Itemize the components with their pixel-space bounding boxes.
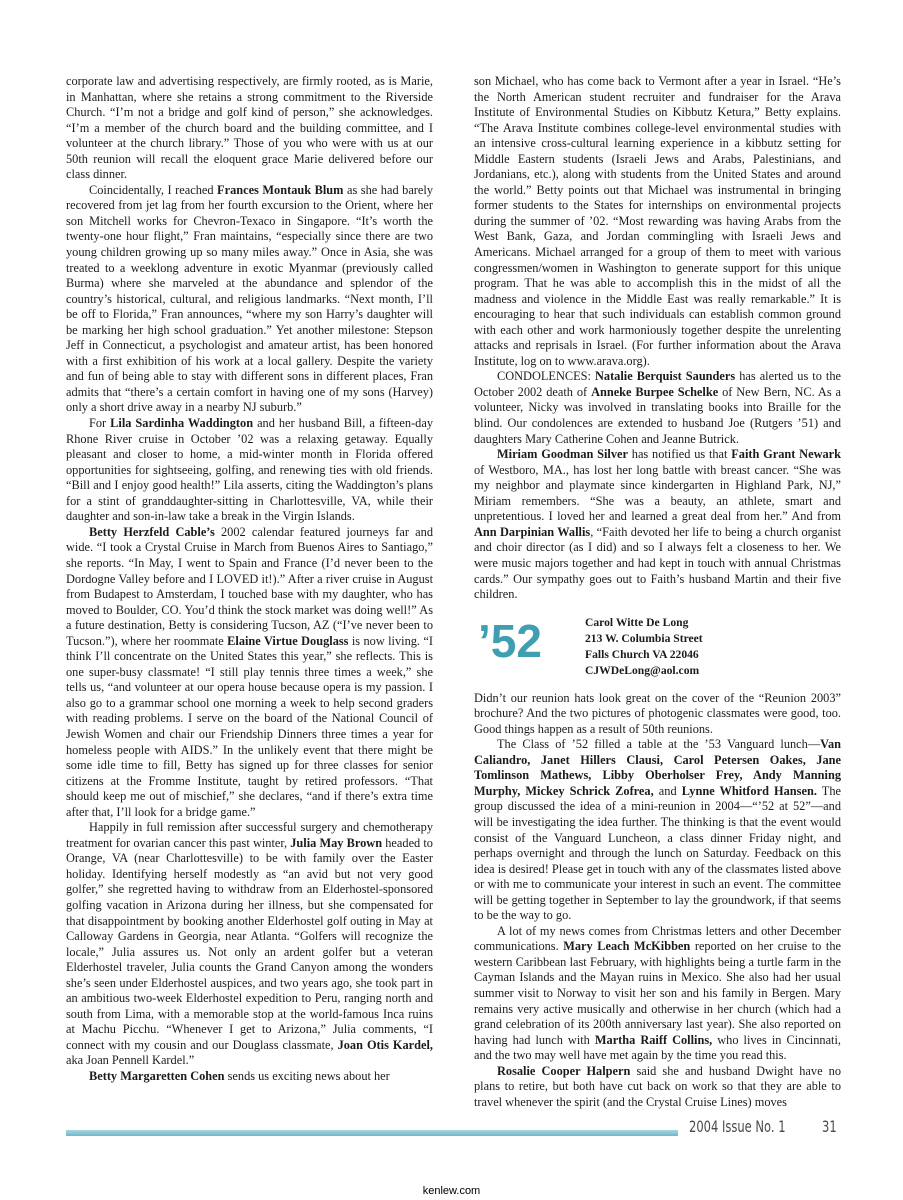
paragraph: Miriam Goodman Silver has notified us that Faith Grant Newark of Westboro, MA., has lost her long battle with breast cancer. “She was my neighbor and playmate since kindergarten in Highland Park, NJ,” Miriam remembers. “She was a beauty, an athlete, smart and unpretentious. I loved her and learned a great deal from her.” And from Ann Darpinian Wallis, “Faith devoted her life to being a church organist and choir director (as I did) and so I always felt a closeness to her. We were music majors together and had kept in touch with annual Christmas cards.” Our sympathy goes out to Faith’s husband Martin and their five children. [474,447,842,602]
page-number: 31 [822,1117,837,1136]
classmate-name: Betty Herzfeld Cable’s [89,524,215,539]
paragraph: Betty Margaretten Cohen sends us exciting news about her [89,1069,390,1083]
paragraph: The Class of ’52 filled a table at the ’53 Vanguard lunch—Van Caliandro, Janet Hillers Clausi, Carol Petersen Oakes, Jane Tomlinson Mathews, Libby Oberholser Frey, Andy Manning Murphy, Mickey Schrick Zofrea, and Lynne Whitford Hansen. The group discussed the idea of a mini-reunion in 2004—“’52 at 52”—and will be investigating the idea further. The thinking is that the event would consist of the Vanguard Luncheon, a class dinner Friday night, and perhaps overnight and through the lunch on Saturday. Feedback on this idea is desired! Please get in touch with any of the classmates listed above or with me to communicate your interest in such an event. The committee will be getting together in September to lay the groundwork, if that seems to be the way to go. [474,737,841,923]
issue-label: 2004 Issue No. 1 [689,1117,786,1136]
classmate-name: Julia May Brown [290,835,383,850]
class-header [474,613,841,685]
classmate-name: Frances Montauk Blum [217,182,344,197]
classmate-name: Rosalie Cooper Halpern [497,1063,631,1078]
correspondent-email[interactable]: CJWDeLong@aol.com [585,663,700,677]
paragraph: Coincidentally, I reached Frances Montauk Blum as she had barely recovered from jet lag from her fourth excursion to the Orient, where her son Mitchell works for Chevron-Texaco in Singapore. “It’s worth the twenty-one hour flight,” Fran maintains, “especially since there are two young children growing up so many miles away.” Once in Asia, she was treated to a weeklong adventure in exotic Myanmar (previously called Burma) where she marveled at the abundance and splendor of the country’s historical, cultural, and religious landmarks. “Next month, I’ll be off to Florida,” Fran announces, “where my son Harry’s daughter will be marking her high school graduation.” Yet another milestone: Stepson Jeff in Connecticut, a psychologist and amateur artist, has been honored with a first exhibition of his work at a local gallery. Despite the variety and fun of being able to stay with different sons in different places, Fran admits that “there’s a certain comfort in having one of my sons (Harvey) only a short drive away in a nearby NJ suburb.” [66,182,433,415]
classmate-name: Natalie Berquist Saunders [594,369,736,384]
classmate-name: Miriam Goodman Silver [497,447,628,462]
correspondent-city: Falls Church VA 22046 [585,647,699,661]
footer-rule [66,1130,678,1136]
classmate-name: Lynne Whitford Hansen. [681,783,817,798]
correspondent-street: 213 W. Columbia Street [585,631,703,645]
paragraph: CONDOLENCES: Natalie Berquist Saunders has alerted us to the October 2002 death of Anneke Burpee Schelke of New Bern, NC. As a volunteer, Nicky was involved in translating books into Braille for the blind. Our condolences are extended to husband Joe (Rutgers ’51) and daughters Mary Catherine Cohen and Jeanne Butrick. [474,369,841,446]
paragraph: Didn’t our reunion hats look great on the cover of the “Reunion 2003” brochure? And the two pictures of photogenic classmates were good, too. Good things happen as a result of 50th reunions. [474,690,841,736]
classmate-name: Joan Otis Kardel, [337,1037,434,1052]
paragraph: Rosalie Cooper Halpern said she and husband Dwight have no plans to retire, but both have cut back on work so that they are able to travel whenever the spirit (and the Crystal Cruise Lines) moves [474,1063,841,1109]
paragraph: son Michael, who has come back to Vermont after a year in Israel. “He’s the North American student recruiter and fundraiser for the Arava Institute of Environmental Studies on Kibbutz Ketura,” Betty explains. “The Arava Institute combines college-level environmental studies with an intensive cross-cultural learning experience in a kibbutz setting for Middle Eastern students (Israeli Jews and Arabs, Palestinians, and Jordanians, etc.), along with students from the United States and around the world.” Betty points out that Michael was instrumental in bringing former students to the States for internships on environmental projects during the summer of ’02. “Most rewarding was having Arabs from the West Bank, Gaza, and Jordan commingling with Israeli Jews and Americans. Michael arranged for a group of them to meet with various congressmen/women in Washington to generate support for this unique program. That he was able to accomplish this in the midst of all the madness and violence in the Middle East was really remarkable.” It is encouraging to hear that such individuals can establish common ground with each other and work harmoniously together despite the unrelenting attacks and reprisals in Israel. (For further information about the Arava Institute, log on to www.arava.org). [474,74,841,368]
correspondent-name: Carol Witte De Long [585,615,689,629]
right-column [474,74,841,1110]
classmate-name: Martha Raiff Collins, [594,1032,713,1047]
classmate-name: Anneke Burpee Schelke [591,384,719,399]
class-year: ’52 [478,614,542,667]
classmate-name: Ann Darpinian Wallis [474,524,591,539]
class-correspondent [585,615,703,679]
classmate-name: Mary Leach McKibben [563,939,691,954]
left-column [66,74,433,1085]
watermark: kenlew.com [422,1185,481,1197]
paragraph: corporate law and advertising respectively, are firmly rooted, as is Marie, in Manhattan, where she retains a strong commitment to the Riverside Church. “I’m not a bridge and golf kind of person,” she acknowledges. “I’m a member of the church board and the building committee, and I volunteer at the church library.” Those of you who were with us at our 50th reunion will recall the eloquent grace Marie delivered before our class dinner. [66,74,433,182]
paragraph: A lot of my news comes from Christmas letters and other December communications. Mary Leach McKibben reported on her cruise to the western Caribbean last February, with highlights being a turtle farm in the Cayman Islands and the Mayan ruins in Mexico. She also had her usual summer visit to Norway to visit her son and his family in Bergen. Mary remains very active musically and otherwise in her church (which had a grand celebration of its 200th anniversary last year). She also reported on having had lunch with Martha Raiff Collins, who lives in Cincinnati, and the two may well have met again by the time you read this. [474,923,841,1063]
classmate-name: Betty Margaretten Cohen [89,1069,225,1083]
classmate-name: Elaine Virtue Douglass [227,633,349,648]
paragraph: Happily in full remission after successful surgery and chemotherapy treatment for ovarian cancer this past winter, Julia May Brown headed to Orange, VA (near Charlottesville) to be with family over the Easter holiday. Identifying herself modestly as “an avid but not very good golfer,” she regretted having to withdraw from an Elderhostel-sponsored golfing vacation in Arizona during her illness, but she compensated for that disappointment by booking another Elderhostel golf outing in May at Calloway Gardens in Georgia, near Atlanta. “Golfers will recognize the locale,” Julia assures us. Not only an ardent golfer but a veteran Elderhostel traveler, Julia counts the Grand Canyon among the wonders she’s seen under Elderhostel auspices, and two years ago, she took part in an ambitious two-week Elderhostel expedition to Peru, ranging north and south from Lima, with a memorable stop at the world-famous Inca ruins at Machu Picchu. “Whenever I get to Arizona,” Julia comments, “I connect with my cousin and our Douglass classmate, Joan Otis Kardel, aka Joan Pennell Kardel.” [66,820,434,1068]
classmate-name: Lila Sardinha Waddington [110,416,254,431]
paragraph: For Lila Sardinha Waddington and her husband Bill, a fifteen-day Rhone River cruise in October ’02 was a relaxing getaway. Equally pleasant and closer to home, a mid-winter month in Florida offered opportunities for sightseeing, golfing, and renewing ties with old friends. “Bill and I enjoy good health!” Lila asserts, citing the Waddington’s plans for a stint of granddaughter-sitting in Charlottesville, VA, while their daughter and son-in-law take a break in the Virgin Islands. [66,416,433,524]
paragraph: Betty Herzfeld Cable’s 2002 calendar featured journeys far and wide. “I took a Crystal Cruise in March from Buenos Aires to Santiago,” she reports. “In May, I went to Spain and France (I’d never been to the Dordogne Valley before and I LOVED it!).” After a river cruise in August from Budapest to Amsterdam, I touched base with my daughter, who has moved to Boulder, CO. You’d think the stock market was doing well!” As a future destination, Betty is considering Tucson, AZ (“I’ve never been to Tucson.”), where her roommate Elaine Virtue Douglass is now living. “I think I’ll concentrate on the United States this year,” she reflects. This is one super-busy classmate! “I still play tennis three times a week,” she tells us, “and volunteer at our opera house because opera is my passion. I also go to a grammar school one morning a week to help second graders with reading problems. I serve on the board of the National Council of Jewish Women and chair our Friendship Dinners three times a year for homeless people with AIDS.” In the unlikely event that there might be some idle time to fill, Betty has signed up for three classes for senior citizens at the Fromme Institute, taught by retired professors. “That should keep me out of mischief,” she declares, “and if there’s extra time after that, I’ll look for a bridge game.” [66,524,434,819]
classmate-names: Van Caliandro, Janet Hillers Clausi, Carol Petersen Oakes, Jane Tomlinson Mathews, Libby Oberholser Frey, Andy Manning Murphy, Mickey Schrick Zofrea, [474,737,841,798]
classmate-name: Faith Grant Newark [731,447,842,462]
